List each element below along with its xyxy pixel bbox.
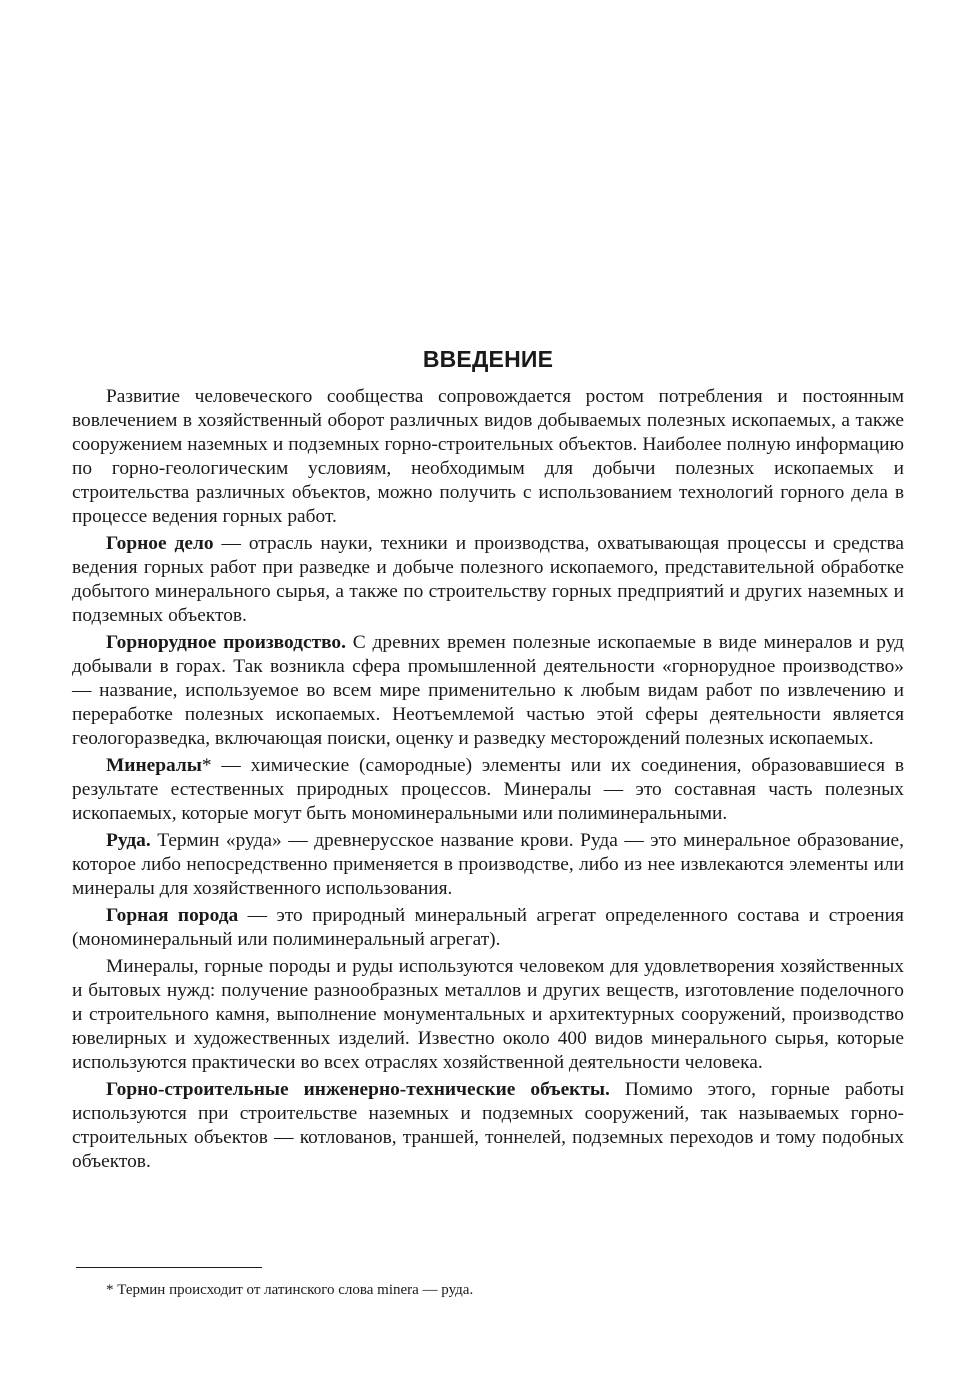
term-rock: Горная порода xyxy=(106,905,239,926)
footnote-divider xyxy=(76,1267,262,1268)
term-ore-production: Горнорудное производство. xyxy=(106,632,346,653)
paragraph-ore xyxy=(72,829,904,901)
paragraph-text: Термин «руда» — древнерусское название крови. Руда — это минеральное образование, которое либо непосредственно применяется в производстве, либо из нее извлекаются элементы или минералы для хозяйственного использования. xyxy=(72,830,904,899)
paragraph-intro xyxy=(72,385,904,529)
term-construction: Горно-строительные инженерно-технические объекты. xyxy=(106,1079,610,1100)
paragraph-ore-production xyxy=(72,631,904,751)
paragraph-text: С древних времен полезные ископаемые в виде минералов и руд добывали в горах. Так возникла сфера промышленной деятельности «горнорудное производство» — название, используемое во всем мире применительно к любым видам работ по извлечению и переработке полезных ископаемых. Неотъемлемой частью этой сферы деятельности является геологоразведка, включающая поиски, оценку и разведку месторождений полезных ископаемых. xyxy=(72,632,904,749)
paragraph-rock xyxy=(72,904,904,952)
term-ore: Руда. xyxy=(106,830,151,851)
paragraph-mining xyxy=(72,532,904,628)
paragraph-text: — отрасль науки, техники и производства, охватывающая процессы и средства ведения горных работ при разведке и добыче полезного ископаемого, представительной обработке добытого минерального сырья, а также по строительству горных предприятий и других наземных и подземных объектов. xyxy=(72,533,904,626)
page-body xyxy=(72,346,904,1177)
paragraph-text: Минералы, горные породы и руды используются человеком для удовлетворения хозяйственных и бытовых нужд: получение разнообразных металлов и других веществ, изготовление поделочного и строительного камня, выполнение монументальных и архитектурных сооружений, производство ювелирных и художественных изделий. Известно около 400 видов минерального сырья, которые используются практически во всех отраслях хозяйственной деятельности человека. xyxy=(72,956,904,1073)
paragraph-text: Помимо этого, горные работы используются при строительстве наземных и подземных сооружений, так называемых горно-строительных объектов — котлованов, траншей, тоннелей, подземных переходов и тому подобных объектов. xyxy=(72,1079,904,1172)
footnote: * Термин происходит от латинского слова minera — руда. xyxy=(106,1282,474,1298)
paragraph-text: * — химические (самородные) элементы или их соединения, образовавшиеся в результате естественных природных процессов. Минералы — это составная часть полезных ископаемых, которые могут быть мономинеральными или полиминеральными. xyxy=(72,755,904,824)
paragraph-usage xyxy=(72,955,904,1075)
paragraph-construction xyxy=(72,1078,904,1174)
paragraph-minerals xyxy=(72,754,904,826)
paragraph-text: Развитие человеческого сообщества сопровождается ростом потребления и постоянным вовлечением в хозяйственный оборот различных видов добываемых полезных ископаемых, а также сооружением наземных и подземных горно-строительных объектов. Наиболее полную информацию по горно-геологическим условиям, необходимым для добычи полезных ископаемых и строительства различных объектов, можно получить с использованием технологий горного дела в процессе ведения горных работ. xyxy=(72,386,904,527)
page-title: ВВЕДЕНИЕ xyxy=(422,346,554,372)
term-mining: Горное дело xyxy=(106,533,214,554)
term-minerals: Минералы xyxy=(106,755,202,776)
paragraph-text: — это природный минеральный агрегат определенного состава и строения (мономинеральный или полиминеральный агрегат). xyxy=(72,905,904,950)
